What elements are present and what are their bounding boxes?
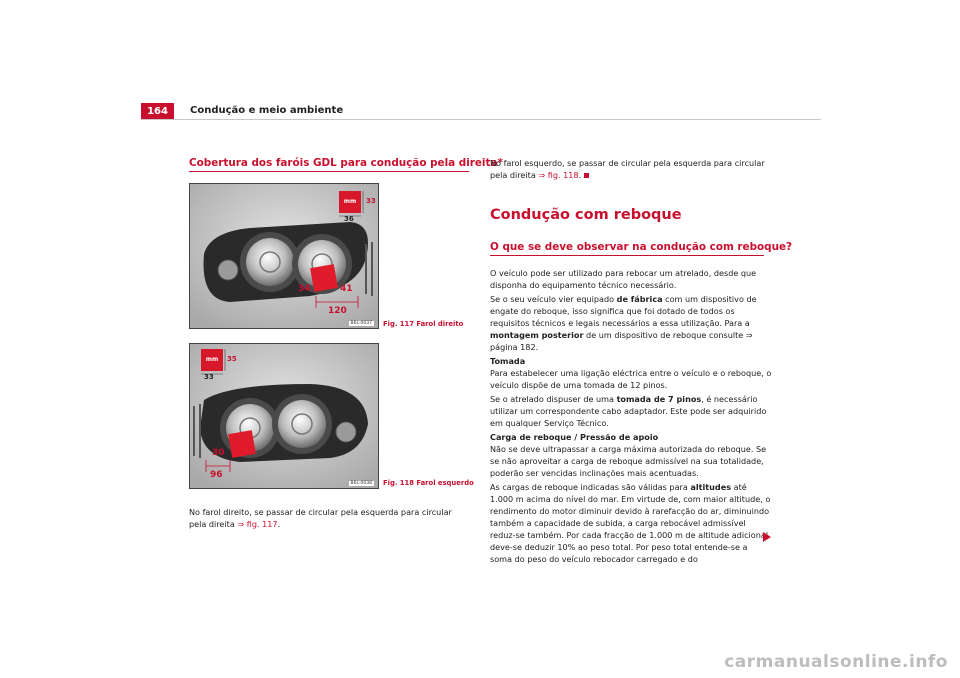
- figure-code: B6L-0038: [350, 481, 372, 486]
- paragraph-factory-towbar: Se o seu veículo vier equipado de fábrica com um dispositivo de engate do reboque, isso significa que foi dotado de todos os requisitos técnicos e legais necessários a essa utilização. Para a montagem posterior de um dispositivo de reboque consulte ⇒ página 182.: [490, 294, 757, 352]
- dim-side-label: 35: [227, 355, 237, 363]
- section-end-marker: [584, 173, 589, 178]
- towing-body-text: [490, 267, 772, 565]
- subhead-trailer-load: Carga de reboque / Pressão de apoio: [490, 432, 659, 442]
- section-title-headlight-cover: Cobertura dos faróis GDL para condução pela direita*: [189, 157, 503, 169]
- subheading-towing-notes: O que se deve observar na condução com reboque?: [490, 241, 793, 253]
- paragraph-equipment: O veículo pode ser utilizado para rebocar um atrelado, desde que disponha do equipamento técnico necessário.: [490, 268, 757, 290]
- paragraph-max-load: Não se deve ultrapassar a carga máxima autorizada do reboque. Se se não aproveitar a carga de reboque admissível na sua totalidade, poderão ser vencidas inclinações mais acentuadas.: [490, 444, 767, 478]
- chapter-heading-towing: Condução com reboque: [490, 207, 682, 223]
- paragraph-socket-12pin: Para estabelecer uma ligação eléctrica entre o veículo e o reboque, o veículo dispõe de uma tomada de 12 pinos.: [490, 368, 772, 390]
- paragraph-left-headlight: No farol esquerdo, se passar de circular pela esquerda para circular pela direita ⇒ fig. 118.: [490, 158, 765, 180]
- paragraph-socket-7pin: Se o atrelado dispuser de uma tomada de 7 pinos, é necessário utilizar um correspondente cabo adaptador. Este pode ser adquirido em qualquer Serviço Técnico.: [490, 394, 767, 428]
- figure-117-right-headlight: [189, 183, 379, 329]
- fig-117-link[interactable]: ⇒ fig. 117: [237, 519, 278, 529]
- dim-side-label: 33: [366, 197, 376, 205]
- headlight-illustration-right: [190, 184, 379, 329]
- dim-bottom-label: 33: [204, 373, 214, 381]
- unit-badge: mm: [343, 198, 357, 205]
- dim-a-label: 30: [212, 448, 225, 458]
- dim-width-label: 120: [328, 306, 347, 316]
- header-rule: [141, 119, 821, 120]
- headlight-illustration-left: [190, 344, 379, 489]
- subheading-rule: [490, 255, 764, 256]
- fig-118-link[interactable]: ⇒ fig. 118: [538, 170, 579, 180]
- dim-bottom-label: 36: [344, 215, 354, 223]
- figure-118-left-headlight: [189, 343, 379, 489]
- figure-code: B6L-0037: [350, 321, 372, 326]
- unit-badge: mm: [205, 356, 219, 363]
- figure-118-caption: Fig. 118 Farol esquerdo: [383, 479, 474, 487]
- paragraph-altitude: As cargas de reboque indicadas são válidas para altitudes até 1.000 m acima do nível do mar. Em virtude de, com maior altitude, o rendimento do motor diminuir devido à rarefacção do ar, diminuindo também a capacidade de subida, a carga rebocável admissível reduz-se também. Por cada fracção de 1.000 m de altitude adicional deve-se deduzir 10% ao peso total. Por peso total entende-se a soma do peso do veículo rebocador carregado e do: [490, 482, 771, 564]
- figure-117-caption: Fig. 117 Farol direito: [383, 320, 464, 328]
- dim-b-label: 41: [340, 284, 353, 294]
- subhead-socket: Tomada: [490, 356, 526, 366]
- dim-a-label: 34: [298, 284, 311, 294]
- page-number: 164: [141, 103, 174, 119]
- dim-width-label: 96: [210, 470, 223, 480]
- watermark-text: carmanualsonline.info: [724, 652, 948, 672]
- section-title-rule: [189, 171, 469, 172]
- paragraph-right-headlight: No farol direito, se passar de circular pela esquerda para circular pela direita ⇒ fig. 117.: [189, 507, 452, 529]
- continue-arrow-icon[interactable]: [763, 532, 771, 542]
- running-title: Condução e meio ambiente: [190, 105, 344, 116]
